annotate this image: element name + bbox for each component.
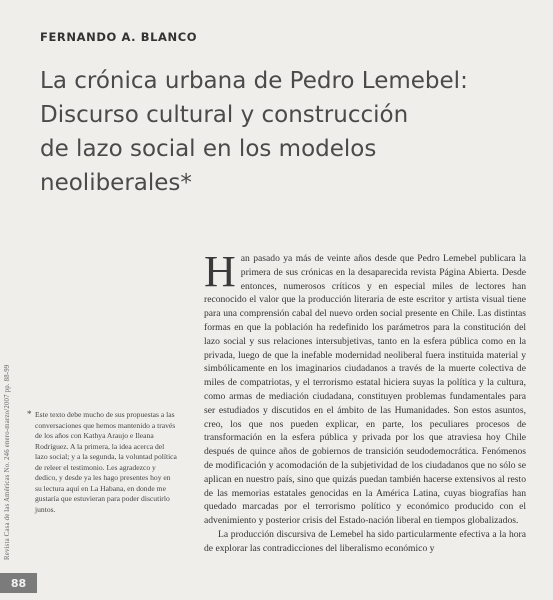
page-number: 88 bbox=[0, 573, 37, 593]
title-line: neoliberales* bbox=[40, 170, 192, 196]
title-line: Discurso cultural y construcción bbox=[40, 102, 409, 128]
author-name: FERNANDO A. BLANCO bbox=[40, 30, 198, 44]
article-title bbox=[40, 64, 520, 200]
footnote bbox=[27, 409, 177, 515]
footnote-text: Este texto debe mucho de sus propuestas a las conversaciones que hemos mantenido a través de los años con Kathya Araujo e Ileana Rodríguez. A la primera, la idea acerca del lazo social; y a la segunda, la voluntad política de releer el testimonio. Les agradezco y dedico, y desde ya les hago presentes hoy en su lectura aquí en La Habana, en donde me gustaría que estuvieran para poder discutirlo juntos. bbox=[35, 410, 177, 514]
paragraph-text: an pasado ya más de veinte años desde que Pedro Lemebel publicara la primera de sus crónicas en la desaparecida revista Página Abierta. Desde entonces, numerosos críticos y en especial miles de lectores han reconocido el valor que la producción literaria de este escritor y artista visual tiene para una comprensión cabal del nuevo orden social presente en Chile. Las distintas formas en que la población ha redefinido los parámetros para la constitución del lazo social y sus relaciones intersubjetivas, tanto en la esfera pública como en la privada, luego de que la inefable modernidad neoliberal fuera instituida material y simbólicamente en los imaginarios ciudadanos a través de la muerte colectiva de miles de compatriotas, y el terrorismo estatal hiciera suyas la política y la cultura, como armas de mediación ciudadana, constituyen problemas fundamentales para ser estudiados y discutidos en el ámbito de las Humanidades. Son estos asuntos, creo, los que nos pueden explicar, en parte, los peculiares procesos de transformación en la esfera pública y privada por los que atraviesa hoy Chile después de quince años de gobiernos de transición seudodemocrática. Fenómenos de modificación y acomodación de la subjetividad de los ciudadanos que no sólo se aplican en nuestro país, sino que quizás puedan también hacerse extensivos al resto de las memorias estatales genocidas en la América Latina, cuyas biografías han quedado marcadas por el terrorismo político y económico producido con el advenimiento y posterior crisis del Estado-nación liberal en tiempos globalizados. bbox=[204, 253, 526, 527]
title-line: La crónica urbana de Pedro Lemebel: bbox=[40, 68, 468, 94]
body-paragraph bbox=[204, 247, 526, 528]
title-line: de lazo social en los modelos bbox=[40, 136, 377, 162]
journal-reference: Revista Casa de las Américas No. 246 enero-marzo/2007 pp. 88-99 bbox=[4, 364, 11, 560]
body-paragraph: La producción discursiva de Lemebel ha sido particularmente efectiva a la hora de explorar las contradicciones del liberalismo económico y bbox=[204, 528, 526, 554]
footnote-mark: * bbox=[27, 409, 32, 419]
article-body bbox=[204, 247, 526, 556]
drop-cap: H bbox=[204, 247, 236, 296]
